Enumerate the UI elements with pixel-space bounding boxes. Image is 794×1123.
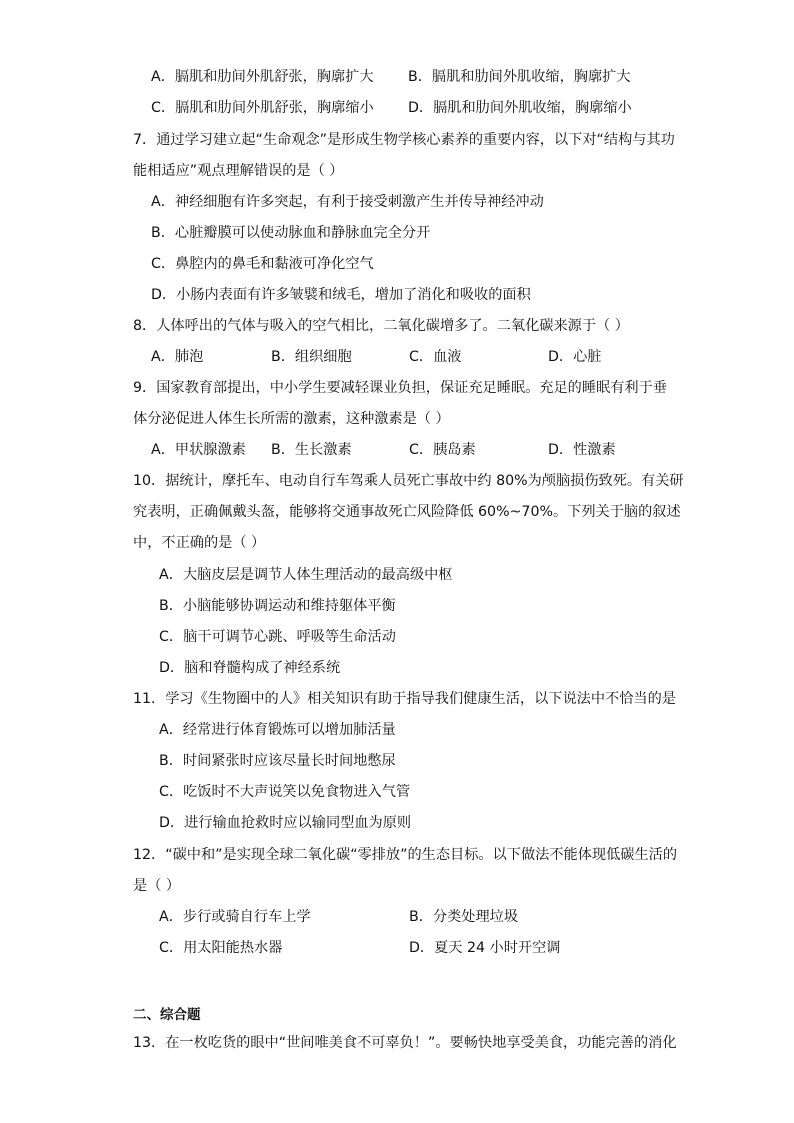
q8-stem: 8．人体呼出的气体与吸入的空气相比，二氧化碳增多了。二氧化碳来源于（ ） (133, 318, 629, 334)
q11-option-a: A．经常进行体育锻炼可以增加肺活量 (159, 722, 396, 738)
q8-option-c: C．血液 (409, 349, 462, 365)
q6-option-a: A．膈肌和肋间外肌舒张，胸廓扩大 (151, 69, 374, 85)
q7-option-c: C．鼻腔内的鼻毛和黏液可净化空气 (151, 256, 374, 272)
q10-option-c: C．脑干可调节心跳、呼吸等生命活动 (159, 629, 396, 645)
q11-stem: 11．学习《生物圈中的人》相关知识有助于指导我们健康生活，以下说法中不恰当的是 (133, 691, 676, 707)
q6-option-c: C．膈肌和肋间外肌舒张，胸廓缩小 (151, 100, 374, 116)
q6-option-d: D．膈肌和肋间外肌收缩，胸廓缩小 (408, 100, 632, 116)
q7-option-b: B．心脏瓣膜可以使动脉血和静脉血完全分开 (151, 225, 431, 241)
q10-stem-line-2: 究表明，正确佩戴头盔，能够将交通事故死亡风险降低 60%~70%。下列关于脑的叙述 (133, 504, 681, 520)
q11-option-c: C．吃饭时不大声说笑以免食物进入气管 (159, 784, 411, 800)
q10-option-d: D．脑和脊髓构成了神经系统 (159, 660, 341, 676)
q9-option-a: A．甲状腺激素 (151, 442, 246, 458)
q11-option-b: B．时间紧张时应该尽量长时间地憋尿 (159, 753, 396, 769)
q8-option-d: D．心脏 (548, 349, 602, 365)
q10-option-a: A．大脑皮层是调节人体生理活动的最高级中枢 (159, 567, 453, 583)
q12-stem-line-1: 12．“碳中和”是实现全球二氧化碳“零排放”的生态目标。以下做法不能体现低碳生活的 (133, 847, 678, 863)
q8-option-a: A．肺泡 (151, 349, 204, 365)
q7-option-a: A．神经细胞有许多突起，有利于接受刺激产生并传导神经冲动 (151, 194, 544, 210)
q12-option-b: B．分类处理垃圾 (409, 909, 519, 925)
q10-stem-line-1: 10．据统计，摩托车、电动自行车驾乘人员死亡事故中约 80%为颅脑损伤致死。有关研 (133, 473, 684, 489)
section-title: 二、综合题 (133, 1007, 201, 1023)
q6-option-b: B．膈肌和肋间外肌收缩，胸廓扩大 (408, 69, 631, 85)
q7-stem-line-1: 7．通过学习建立起“生命观念”是形成生物学核心素养的重要内容，以下对“结构与其功 (133, 132, 675, 148)
q11-option-d: D．进行输血抢救时应以输同型血为原则 (159, 815, 412, 831)
q12-stem-line-2: 是（ ） (133, 878, 181, 894)
q8-option-b: B．组织细胞 (271, 349, 352, 365)
q10-option-b: B．小脑能够协调运动和维持躯体平衡 (159, 598, 396, 614)
q9-option-d: D．性激素 (548, 442, 616, 458)
q9-stem-line-2: 体分泌促进人体生长所需的激素，这种激素是（ ） (133, 411, 450, 427)
q9-option-b: B．生长激素 (271, 442, 352, 458)
q13-stem-line-1: 13．在一枚吃货的眼中“世间唯美食不可辜负！”。要畅快地享受美食，功能完善的消化 (133, 1035, 677, 1051)
q12-option-d: D．夏天 24 小时开空调 (409, 940, 561, 956)
q10-stem-line-3: 中，不正确的是（ ） (133, 535, 266, 551)
q12-option-a: A．步行或骑自行车上学 (159, 909, 311, 925)
q7-stem-line-2: 能相适应”观点理解错误的是（ ） (133, 163, 344, 179)
q12-option-c: C．用太阳能热水器 (159, 940, 283, 956)
q9-stem-line-1: 9．国家教育部提出，中小学生要减轻课业负担，保证充足睡眠。充足的睡眠有利于垂 (133, 380, 667, 396)
q7-option-d: D．小肠内表面有许多皱襞和绒毛，增加了消化和吸收的面积 (151, 287, 531, 303)
q9-option-c: C．胰岛素 (409, 442, 476, 458)
